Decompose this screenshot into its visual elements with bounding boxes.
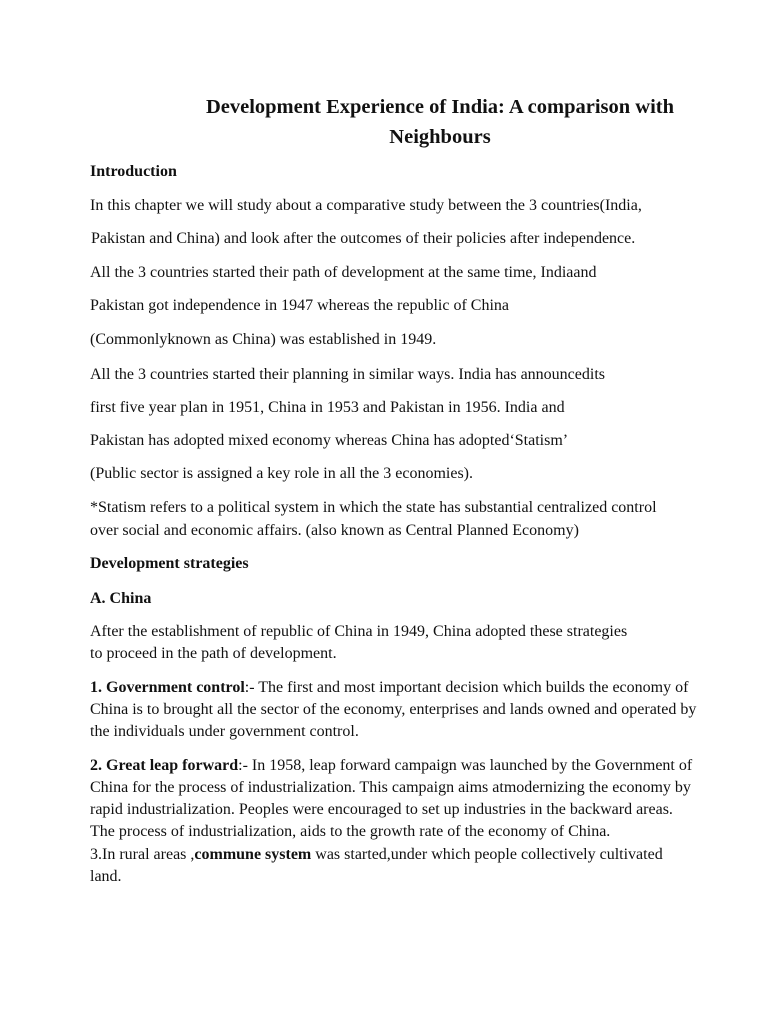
development-strategies-heading: Development strategies	[90, 555, 249, 572]
point-3-line-2: land.	[90, 868, 122, 885]
document-title-line-1: Development Experience of India: A comparison with	[205, 96, 675, 118]
paragraph-1-line-2: Pakistan and China) and look after the outcomes of their policies after independence.	[91, 230, 636, 247]
document-title-line-2: Neighbours	[389, 126, 491, 148]
point-1-label: 1. Government control	[90, 679, 245, 696]
paragraph-1-line-1: In this chapter we will study about a comparative study between the 3 countries(India,	[90, 197, 642, 214]
point-2-line-1	[90, 755, 692, 777]
statism-note-line-1: *Statism refers to a political system in which the state has substantial centralized control	[90, 499, 657, 516]
introduction-heading: Introduction	[90, 163, 177, 180]
point-1-line-1	[90, 677, 688, 699]
point-1-text: :- The first and most important decision which builds the economy of	[244, 679, 689, 696]
point-2-line-3: rapid industrialization. Peoples were encouraged to set up industries in the backward areas.	[90, 801, 673, 818]
paragraph-2-line-3: (Commonlyknown as China) was established in 1949.	[90, 331, 437, 348]
point-3-label: commune system	[194, 846, 312, 863]
point-2-line-4: The process of industrialization, aids to the growth rate of the economy of China.	[90, 823, 611, 840]
point-2-line-2: China for the process of industrialization. This campaign aims atmodernizing the economy by	[90, 779, 691, 796]
paragraph-3-line-4: (Public sector is assigned a key role in all the 3 economies).	[90, 465, 474, 482]
paragraph-5-line-2: to proceed in the path of development.	[90, 645, 337, 662]
point-1-line-3: the individuals under government control.	[90, 723, 359, 740]
paragraph-2-line-2: Pakistan got independence in 1947 whereas the republic of China	[90, 297, 509, 314]
point-3-text: was started,under which people collectively cultivated	[311, 846, 663, 863]
paragraph-3-line-1: All the 3 countries started their planning in similar ways. India has announcedits	[90, 366, 605, 383]
point-2-text: :- In 1958, leap forward campaign was launched by the Government of	[238, 757, 693, 774]
point-2-label: 2. Great leap forward	[90, 757, 239, 774]
paragraph-3-line-2: first five year plan in 1951, China in 1953 and Pakistan in 1956. India and	[90, 399, 565, 416]
point-3-line-1	[90, 844, 663, 866]
paragraph-2-line-1: All the 3 countries started their path of development at the same time, Indiaand	[90, 264, 597, 281]
statism-note-line-2: over social and economic affairs. (also known as Central Planned Economy)	[90, 522, 579, 539]
point-1-line-2: China is to brought all the sector of the economy, enterprises and lands owned and operated by	[90, 701, 697, 718]
paragraph-5-line-1: After the establishment of republic of China in 1949, China adopted these strategies	[90, 623, 628, 640]
point-3-prefix: 3.In rural areas ,	[90, 846, 195, 863]
china-heading: A. China	[90, 590, 152, 607]
paragraph-3-line-3: Pakistan has adopted mixed economy whereas China has adopted‘Statism’	[90, 432, 569, 449]
